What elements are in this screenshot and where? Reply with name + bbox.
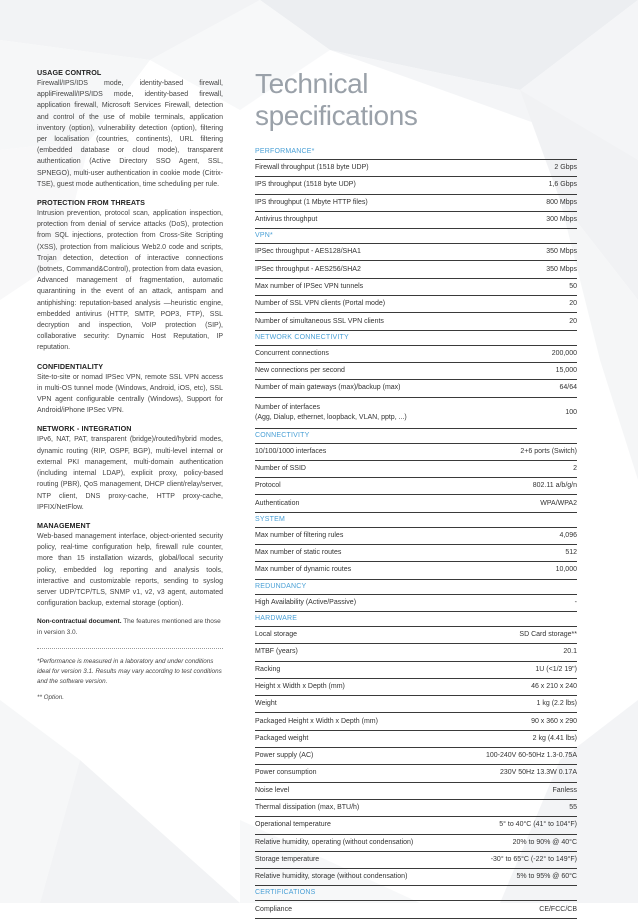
spec-row xyxy=(255,800,577,817)
spec-label-text: Max number of IPSec VPN tunnels xyxy=(255,282,364,290)
spec-value: 20 xyxy=(569,317,577,325)
title-line-2: specifications xyxy=(255,100,418,131)
spec-value: 800 Mbps xyxy=(546,198,577,206)
spec-row xyxy=(255,461,577,478)
spec-label xyxy=(255,299,569,309)
spec-label-text: Max number of static routes xyxy=(255,549,342,557)
spec-label-text: IPS throughput (1518 byte UDP) xyxy=(255,181,356,189)
spec-label xyxy=(255,447,520,457)
spec-label-text: Noise level xyxy=(255,786,290,794)
spec-label xyxy=(255,665,535,675)
spec-label xyxy=(255,317,569,327)
spec-label xyxy=(255,180,549,190)
spec-row xyxy=(255,177,577,194)
spec-value: - xyxy=(574,598,577,606)
spec-label xyxy=(255,768,500,778)
spec-row xyxy=(255,679,577,696)
spec-row xyxy=(255,595,577,612)
spec-value: 20 xyxy=(569,300,577,308)
spec-table xyxy=(255,145,577,919)
spec-row xyxy=(255,545,577,562)
spec-label xyxy=(255,598,575,608)
spec-value: 2+6 ports (Switch) xyxy=(520,447,577,455)
spec-label-text: Operational temperature xyxy=(255,821,331,829)
spec-row xyxy=(255,562,577,579)
spec-label-text: Height x Width x Depth (mm) xyxy=(255,682,345,690)
spec-row xyxy=(255,817,577,834)
section-heading: CONFIDENTIALITY xyxy=(37,361,104,371)
section-text: IPv6, NAT, PAT, transparent (bridge)/routed/hybrid modes, dynamic routing (RIP, OSPF, BGP), multi-level internal or external PKI management, multi-domain authentication (including internal LDAP), explicit proxy, policy-based routing (PBR), QoS management, DHCP client/relay/server, NTP client, DNS proxy-cache, HTTP proxy-cache, IPFIX/NetFlow. xyxy=(37,436,223,511)
spec-category-heading: REDUNDANCY xyxy=(255,580,577,595)
spec-label-text: MTBF (years) xyxy=(255,648,298,656)
spec-category-heading: VPN* xyxy=(255,229,577,244)
spec-value: 20.1 xyxy=(563,648,577,656)
spec-label xyxy=(255,905,539,915)
spec-label xyxy=(255,872,517,882)
spec-label xyxy=(255,163,554,173)
spec-row xyxy=(255,261,577,278)
spec-label xyxy=(255,531,559,541)
spec-label-text: Relative humidity, storage (without condensation) xyxy=(255,873,408,881)
spec-row xyxy=(255,869,577,886)
spec-row xyxy=(255,495,577,512)
non-contractual-bold: Non-contractual document. xyxy=(37,618,122,626)
dotted-divider xyxy=(37,648,223,649)
spec-label-text: Weight xyxy=(255,700,277,708)
spec-label-text: Number of main gateways (max)/backup (max) xyxy=(255,384,401,392)
spec-label xyxy=(255,565,556,575)
section-text: Web-based management interface, object-oriented security policy, real-time configuration help, firewall rule counter, more than 15 installation wizards, global/local security policy, embedded log reporting and analysis tools, interactive and customizable reports, sending to syslog server UDP/TCP/TLS, SNMP v1, v2, v3 agent, automated configuration backup, external storage (option). xyxy=(37,532,223,608)
spec-row xyxy=(255,444,577,461)
spec-value: WPA/WPA2 xyxy=(540,499,577,507)
spec-value: 100 xyxy=(565,408,577,416)
spec-label xyxy=(255,838,513,848)
spec-label xyxy=(255,699,537,709)
spec-value: 2 xyxy=(573,465,577,472)
title-line-1: Technical xyxy=(255,68,369,99)
spec-row xyxy=(255,696,577,713)
spec-row xyxy=(255,748,577,765)
spec-label-text: New connections per second xyxy=(255,367,345,375)
spec-label-text: Power supply (AC) xyxy=(255,752,314,760)
spec-value: 350 Mbps xyxy=(546,248,577,256)
spec-value: 512 xyxy=(565,549,577,557)
spec-label-text: Packaged Height x Width x Depth (mm) xyxy=(255,717,378,725)
spec-label xyxy=(255,215,546,225)
spec-row xyxy=(255,398,577,429)
spec-category-heading: CONNECTIVITY xyxy=(255,429,577,444)
spec-value: 802.11 a/b/g/n xyxy=(532,482,577,490)
spec-label xyxy=(255,403,565,423)
spec-label xyxy=(255,464,573,474)
spec-label xyxy=(255,647,563,657)
spec-label-text: Racking xyxy=(255,665,281,673)
spec-label-text: Storage temperature xyxy=(255,855,320,863)
spec-row xyxy=(255,731,577,748)
spec-label-text: Power consumption xyxy=(255,769,317,777)
spec-row xyxy=(255,783,577,800)
section-heading: USAGE CONTROL xyxy=(37,68,102,77)
spec-value: 64/64 xyxy=(559,384,577,392)
spec-row xyxy=(255,627,577,644)
section-management xyxy=(37,521,223,609)
spec-label-text: Number of SSID xyxy=(255,465,306,472)
spec-row xyxy=(255,160,577,177)
spec-label-text: Max number of dynamic routes xyxy=(255,566,352,574)
spec-value: 50 xyxy=(569,282,577,290)
spec-value: 55 xyxy=(569,804,577,812)
spec-label xyxy=(255,751,486,761)
spec-row xyxy=(255,363,577,380)
spec-label xyxy=(255,282,569,292)
spec-value: 90 x 360 x 290 xyxy=(531,717,577,725)
section-heading: NETWORK - INTEGRATION xyxy=(37,424,132,434)
spec-label-text: Max number of filtering rules xyxy=(255,531,344,539)
features-column xyxy=(37,68,223,709)
spec-label xyxy=(255,383,559,393)
spec-label-text: Compliance xyxy=(255,905,292,913)
spec-label xyxy=(255,481,533,491)
spec-row xyxy=(255,835,577,852)
section-heading: PROTECTION FROM THREATS xyxy=(37,198,145,208)
section-network-integration xyxy=(37,424,223,512)
spec-label xyxy=(255,499,540,509)
spec-row xyxy=(255,380,577,397)
spec-value: 4,096 xyxy=(559,531,577,539)
spec-value: 100-240V 60-50Hz 1.3-0.75A xyxy=(485,752,577,760)
section-heading: MANAGEMENT xyxy=(37,520,91,530)
spec-label-detail: (Agg, Dialup, ethernet, loopback, VLAN, pptp, ...) xyxy=(255,413,407,421)
spec-label-text: IPSec throughput - AES256/SHA2 xyxy=(255,265,361,273)
spec-label xyxy=(255,803,569,813)
spec-label-text: Firewall throughput (1518 byte UDP) xyxy=(255,164,369,172)
spec-value: 300 Mbps xyxy=(546,216,577,224)
footnote-option: ** Option. xyxy=(37,694,64,702)
spec-label-text: Antivirus throughput xyxy=(255,216,318,224)
spec-value: 1U (<1/2 19") xyxy=(535,665,577,673)
spec-value: 350 Mbps xyxy=(546,265,577,273)
spec-value: 5% to 95% @ 60°C xyxy=(516,873,577,881)
spec-category-heading: CERTIFICATIONS xyxy=(255,886,577,901)
spec-category-heading: SYSTEM xyxy=(255,513,577,528)
spec-category-heading: NETWORK CONNECTIVITY xyxy=(255,331,577,346)
section-usage-control xyxy=(37,68,223,190)
spec-label-text: Local storage xyxy=(255,631,298,639)
spec-label xyxy=(255,265,546,275)
spec-value: 1 kg (2.2 lbs) xyxy=(536,700,577,708)
spec-row xyxy=(255,212,577,229)
spec-label-text: Number of simultaneous SSL VPN clients xyxy=(255,317,384,325)
spec-label xyxy=(255,349,552,359)
section-text: Site-to-site or nomad IPSec VPN, remote SSL VPN access in multi-OS tunnel mode (Windows, Android, iOS, etc), SSL VPN agent configurable centrally (Windows), Support for Android/iPhone IPSec VPN. xyxy=(37,373,223,415)
spec-value: 1,6 Gbps xyxy=(548,181,577,189)
spec-row xyxy=(255,644,577,661)
spec-row xyxy=(255,713,577,730)
spec-label-text: Number of SSL VPN clients (Portal mode) xyxy=(255,300,386,308)
spec-value: 2 kg (4.41 lbs) xyxy=(532,734,577,742)
spec-label-text: IPS throughput (1 Mbyte HTTP files) xyxy=(255,198,368,206)
spec-row xyxy=(255,528,577,545)
spec-row xyxy=(255,662,577,679)
spec-value: 15,000 xyxy=(555,367,577,375)
spec-label-text: Authentication xyxy=(255,499,300,507)
spec-label-text: Protocol xyxy=(255,482,281,490)
spec-label xyxy=(255,682,531,692)
section-confidentiality xyxy=(37,362,223,417)
spec-label xyxy=(255,247,546,257)
spec-row xyxy=(255,346,577,363)
spec-category-heading: PERFORMANCE* xyxy=(255,145,577,160)
spec-value: 230V 50Hz 13.3W 0.17A xyxy=(499,769,577,777)
spec-label xyxy=(255,366,556,376)
spec-value: 10,000 xyxy=(555,566,577,574)
spec-label-text: Concurrent connections xyxy=(255,349,329,357)
spec-label xyxy=(255,820,499,830)
spec-label-text: Thermal dissipation (max, BTU/h) xyxy=(255,804,360,812)
spec-value: SD Card storage** xyxy=(519,631,577,639)
spec-label-text: IPSec throughput - AES128/SHA1 xyxy=(255,248,361,256)
spec-label xyxy=(255,786,552,796)
spec-row xyxy=(255,478,577,495)
spec-label xyxy=(255,734,533,744)
non-contractual-notice xyxy=(37,617,223,638)
spec-label-text: Packaged weight xyxy=(255,734,309,742)
spec-row xyxy=(255,852,577,869)
spec-value: 20% to 90% @ 40°C xyxy=(512,838,577,846)
spec-row xyxy=(255,296,577,313)
spec-label xyxy=(255,717,531,727)
non-contractual-text: The features mentioned are those in version 3.0. xyxy=(37,618,221,636)
spec-value: CE/FCC/CB xyxy=(539,905,577,913)
spec-row xyxy=(255,313,577,330)
section-text: Intrusion prevention, protocol scan, application inspection, protection from denial of service attacks (DoS), protection from SQL injections, protection from Cross-Site Scripting (XSS), protection from malicious Web2.0 code and scripts, Trojan detection, detection of interactive connections (botnets, Command&Control), protection from data evasion, Advanced management of fragmentation, automatic quarantining in the event of an attack, antispam and antiphishing: reputation-based analysis —heuristic engine, embedded antivirus (HTTP, SMTP, POP3, FTP), SSL decryption and inspection, VoIP protection (SIP), collaborative security: Dynamic Host Reputation, IP reputation. xyxy=(37,210,223,352)
spec-value: 2 Gbps xyxy=(554,164,577,172)
spec-value: Fanless xyxy=(552,786,577,794)
spec-value: 200,000 xyxy=(551,349,577,357)
spec-label-text: Relative humidity, operating (without condensation) xyxy=(255,838,414,846)
spec-row xyxy=(255,901,577,918)
spec-row xyxy=(255,195,577,212)
section-text: Firewall/IPS/IDS mode, identity-based firewall, appliFirewall/IPS/IDS mode, identity-based firewall, application firewall, Microsoft Services Firewall, detection and control of the use of mobile terminals, application inventory (option), vulnerability detection (option), filtering per localisation (countries, continents), URL filtering (embedded database or cloud mode), transparent authentication (Active Directory SSO Agent, SSL, SPNEGO), multi-user authentication in cookie mode (Citrix- TSE), guest mode authentication, time scheduling per rule. xyxy=(37,80,223,188)
spec-label xyxy=(255,630,519,640)
spec-value: 46 x 210 x 240 xyxy=(531,682,577,690)
spec-row xyxy=(255,244,577,261)
page-title xyxy=(255,68,417,132)
spec-label xyxy=(255,198,546,208)
spec-value: -30° to 65°C (-22° to 149°F) xyxy=(490,855,577,863)
spec-category-heading: HARDWARE xyxy=(255,612,577,627)
spec-label-text: High Availability (Active/Passive) xyxy=(255,598,357,606)
spec-row xyxy=(255,279,577,296)
spec-label-text: 10/100/1000 interfaces xyxy=(255,447,327,455)
spec-label xyxy=(255,548,565,558)
section-protection-from-threats xyxy=(37,198,223,354)
spec-label-text: Number of interfaces xyxy=(255,403,320,411)
spec-label xyxy=(255,855,491,865)
spec-value: 5° to 40°C (41° to 104°F) xyxy=(499,821,577,829)
footnote-performance: *Performance is measured in a laboratory and under conditions ideal for version 3.1. Results may vary according to test conditions and the software version. xyxy=(37,658,222,686)
spec-row xyxy=(255,765,577,782)
